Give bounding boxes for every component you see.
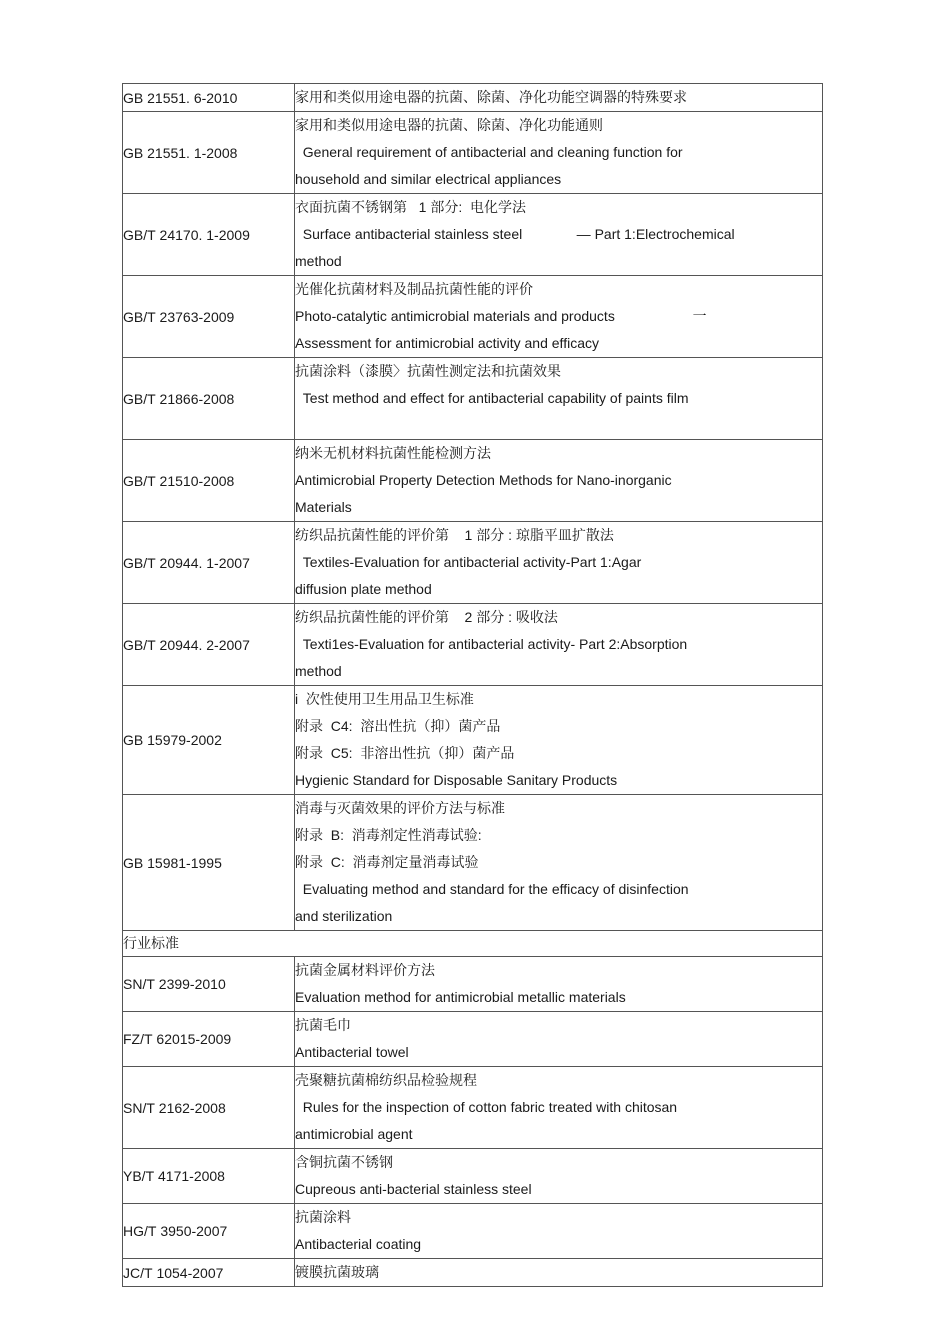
standard-title [295, 358, 823, 440]
national-standards [123, 84, 823, 931]
title-line: Surface antibacterial stainless steel — Part 1:Electrochemical [295, 226, 735, 242]
title-line: 家用和类似用途电器的抗菌、除菌、净化功能通则 [295, 117, 603, 133]
title-line: General requirement of antibacterial and cleaning function for [295, 144, 683, 160]
standard-title [295, 957, 823, 1012]
title-line: 附录 C: 消毒剂定量消毒试验 [295, 854, 479, 870]
title-line: 抗菌金属材料评价方法 [295, 962, 435, 978]
standard-code: GB/T 21510-2008 [123, 440, 295, 522]
table-row [123, 604, 823, 686]
title-line: 家用和类似用途电器的抗菌、除菌、净化功能空调器的特殊要求 [295, 89, 687, 105]
standard-title [295, 440, 823, 522]
standard-code: YB/T 4171-2008 [123, 1149, 295, 1204]
standard-code: GB 15981-1995 [123, 795, 295, 931]
standard-code: GB 15979-2002 [123, 686, 295, 795]
table-row [123, 1149, 823, 1204]
standard-code: GB 21551. 1-2008 [123, 112, 295, 194]
standard-title [295, 276, 823, 358]
title-line: 附录 C4: 溶出性抗（抑）菌产品 [295, 718, 501, 734]
standards-table [122, 83, 823, 1287]
table-row [123, 795, 823, 931]
standard-title [295, 1012, 823, 1067]
title-line: Rules for the inspection of cotton fabric treated with chitosan [295, 1099, 678, 1115]
table-row [123, 957, 823, 1012]
title-line: diffusion plate method [295, 581, 432, 597]
standard-title [295, 112, 823, 194]
title-line: Textiles-Evaluation for antibacterial activity-Part 1:Agar [295, 554, 642, 570]
table-row [123, 522, 823, 604]
title-line: method [295, 253, 342, 269]
standard-title [295, 194, 823, 276]
title-line: 抗菌毛巾 [295, 1017, 351, 1033]
title-line: 抗菌涂料（漆膜〉抗菌性测定法和抗菌效果 [295, 363, 561, 379]
standard-title [295, 604, 823, 686]
title-line: Evaluation method for antimicrobial metallic materials [295, 989, 626, 1005]
table-row [123, 84, 823, 112]
standard-title [295, 1067, 823, 1149]
table-row [123, 1204, 823, 1259]
standard-code: SN/T 2399-2010 [123, 957, 295, 1012]
standard-code: GB/T 20944. 1-2007 [123, 522, 295, 604]
standard-code: FZ/T 62015-2009 [123, 1012, 295, 1067]
standard-title [295, 522, 823, 604]
title-line: Assessment for antimicrobial activity and efficacy [295, 335, 599, 351]
table-row [123, 440, 823, 522]
title-line: and sterilization [295, 908, 393, 924]
title-line: Test method and effect for antibacterial capability of paints film [295, 390, 689, 406]
title-line: 消毒与灭菌效果的评价方法与标准 [295, 800, 505, 816]
standard-title [295, 795, 823, 931]
title-line: household and similar electrical appliances [295, 171, 562, 187]
title-line: Cupreous anti-bacterial stainless steel [295, 1181, 532, 1197]
section-header-row [123, 931, 823, 957]
title-line: 衣面抗菌不锈钢第 1 部分: 电化学法 [295, 199, 527, 215]
title-line: 纺织品抗菌性能的评价第 1 部分 : 琼脂平皿扩散法 [295, 527, 614, 543]
title-line: Evaluating method and standard for the efficacy of disinfection [295, 881, 689, 897]
table-row [123, 276, 823, 358]
standard-code: GB/T 21866-2008 [123, 358, 295, 440]
standard-code: SN/T 2162-2008 [123, 1067, 295, 1149]
table-row [123, 1012, 823, 1067]
industry-standards [123, 957, 823, 1287]
title-line: Antibacterial towel [295, 1044, 409, 1060]
table-row [123, 112, 823, 194]
title-line: 含铜抗菌不锈钢 [295, 1154, 393, 1170]
title-line: Antibacterial coating [295, 1236, 422, 1252]
table-row [123, 1067, 823, 1149]
standard-title [295, 1204, 823, 1259]
title-line: 附录 B: 消毒剂定性消毒试验: [295, 827, 482, 843]
title-line: 附录 C5: 非溶出性抗（抑）菌产品 [295, 745, 515, 761]
table-row [123, 358, 823, 440]
standard-title [295, 686, 823, 795]
title-line: Hygienic Standard for Disposable Sanitary Products [295, 772, 618, 788]
standard-code: HG/T 3950-2007 [123, 1204, 295, 1259]
industry-section [123, 931, 823, 957]
title-line: method [295, 663, 342, 679]
title-line: 纳米无机材料抗菌性能检测方法 [295, 445, 491, 461]
standard-title [295, 1149, 823, 1204]
table-row [123, 1259, 823, 1287]
title-line: Antimicrobial Property Detection Methods for Nano-inorganic [295, 472, 672, 488]
title-line: i 次性使用卫生用品卫生标准 [295, 691, 474, 707]
title-line: Materials [295, 499, 352, 515]
table-row [123, 686, 823, 795]
standard-code: GB/T 24170. 1-2009 [123, 194, 295, 276]
title-line: antimicrobial agent [295, 1126, 413, 1142]
standard-code: GB 21551. 6-2010 [123, 84, 295, 112]
title-line: 光催化抗菌材料及制品抗菌性能的评价 [295, 281, 533, 297]
title-line: Texti1es-Evaluation for antibacterial activity- Part 2:Absorption [295, 636, 688, 652]
standard-code: JC/T 1054-2007 [123, 1259, 295, 1287]
standard-title [295, 1259, 823, 1287]
title-line: 壳聚糖抗菌棉纺织品检验规程 [295, 1072, 477, 1088]
title-line: 纺织品抗菌性能的评价第 2 部分 : 吸收法 [295, 609, 558, 625]
title-line: 抗菌涂料 [295, 1209, 351, 1225]
standard-code: GB/T 20944. 2-2007 [123, 604, 295, 686]
title-line: 镀膜抗菌玻璃 [295, 1264, 379, 1280]
standard-title [295, 84, 823, 112]
title-line: Photo-catalytic antimicrobial materials and products 一 [295, 308, 707, 324]
title-line [295, 412, 822, 439]
section-label: 行业标准 [123, 931, 823, 957]
standard-code: GB/T 23763-2009 [123, 276, 295, 358]
table-row [123, 194, 823, 276]
